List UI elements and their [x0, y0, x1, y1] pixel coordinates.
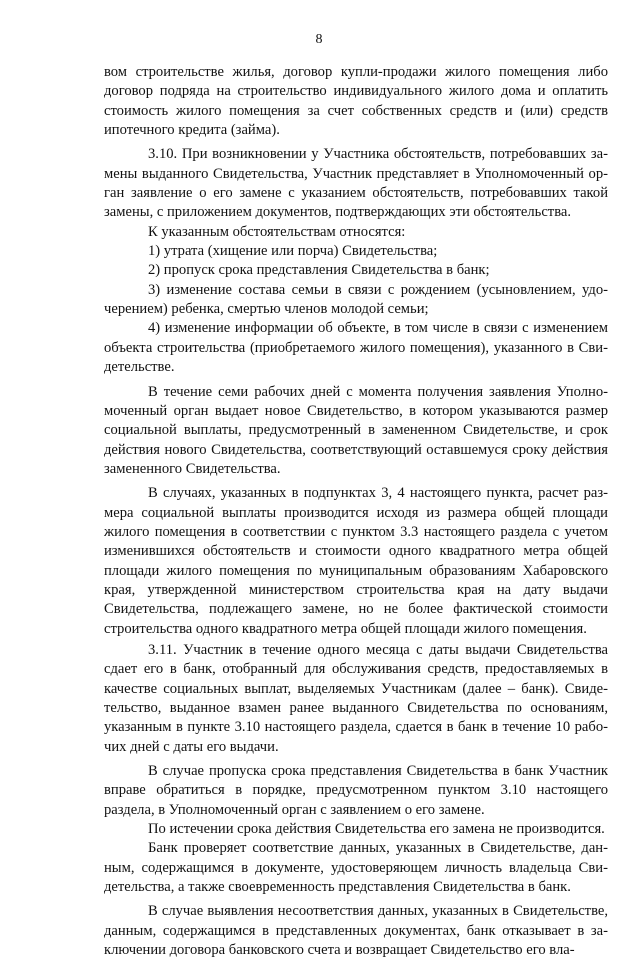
paragraph-mismatch: В случае выявления несоответствия данных, указанных в Свидетельстве, данным, содержащимся в представленных документах, банк отказывает в заключении договора банковского счета и возвращает Свидетельство его вла-: [104, 903, 608, 959]
document-body: [104, 63, 608, 960]
paragraph-continuation: вом строительстве жилья, договор купли-продажи жилого помещения либо договор подряда на строительство индивидуального жилого дома и оплатить стоимость жилого помещения за счет собственных средств и (или) средств ипотечного кредита (займа).: [104, 64, 608, 139]
list-item-2: 2) пропуск срока представления Свидетельства в банк;: [148, 262, 490, 279]
paragraph-circumstances-intro: К указанным обстоятельствам относятся:: [148, 223, 406, 240]
paragraph-new-certificate: В течение семи рабочих дней с момента получения заявления Уполномоченный орган выдает новое Свидетельство, в котором указываются размер социальной выплаты, предусмотренный в замененном Свидетельстве, и срок действия нового Свидетельства, соответствующий оставшемуся сроку действия замененного Свидетельства.: [104, 383, 608, 477]
paragraph-3-11: 3.11. Участник в течение одного месяца с даты выдачи Свидетельства сдает его в банк, отобранный для обслуживания средств, предоставляемых в качестве социальных выплат, выделяемых Участникам (далее – банк). Свидетельство, выданное взамен ранее выданного Свидетельства по основаниям, указанным в пункте 3.10 настоящего раздела, сдается в банк в течение 10 рабочих дней с даты его выдачи.: [104, 641, 608, 755]
paragraph-bank-check: Банк проверяет соответствие данных, указанных в Свидетельстве, данным, содержащимся в документе, удостоверяющем личность владельца Свидетельства, а также своевременность представления Свидетельства в банк.: [104, 840, 608, 896]
paragraph-expiry: По истечении срока действия Свидетельства его замена не производится.: [148, 821, 605, 838]
page-number: 8: [315, 32, 323, 47]
paragraph-missed-deadline: В случае пропуска срока представления Свидетельства в банк Участник вправе обратиться в порядке, предусмотренном пунктом 3.10 настоящего раздела, в Уполномоченный орган с заявлением о его замене.: [104, 763, 608, 818]
list-item-1: 1) утрата (хищение или порча) Свидетельства;: [148, 243, 438, 260]
paragraph-3-10: 3.10. При возникновении у Участника обстоятельств, потребовавших замены выданного Свидетельства, Участник представляет в Уполномоченный орган заявление о его замене с указанием обстоятельств, потребовавших такой замены, с приложением документов, подтверждающих эти обстоятельства.: [104, 146, 608, 221]
list-item-4: 4) изменение информации об объекте, в том числе в связи с изменением объекта строительства (приобретаемого жилого помещения), указанного в Свидетельстве.: [104, 320, 608, 376]
list-item-3: 3) изменение состава семьи в связи с рождением (усыновлением, удочерением) ребенка, смертью членов молодой семьи;: [104, 281, 608, 318]
paragraph-recalculation: В случаях, указанных в подпунктах 3, 4 настоящего пункта, расчет размера социальной выплаты производится исходя из размера общей площади жилого помещения в соответствии с пунктом 3.3 настоящего раздела с учетом изменившихся обстоятельств и стоимости одного квадратного метра общей площади жилого помещения по муниципальным образованиям Хабаровского края, утвержденной министерством строительства края на дату выдачи Свидетельства, подлежащего замене, но не более фактической стоимости строительства одного квадратного метра общей площади жилого помещения.: [104, 485, 608, 637]
